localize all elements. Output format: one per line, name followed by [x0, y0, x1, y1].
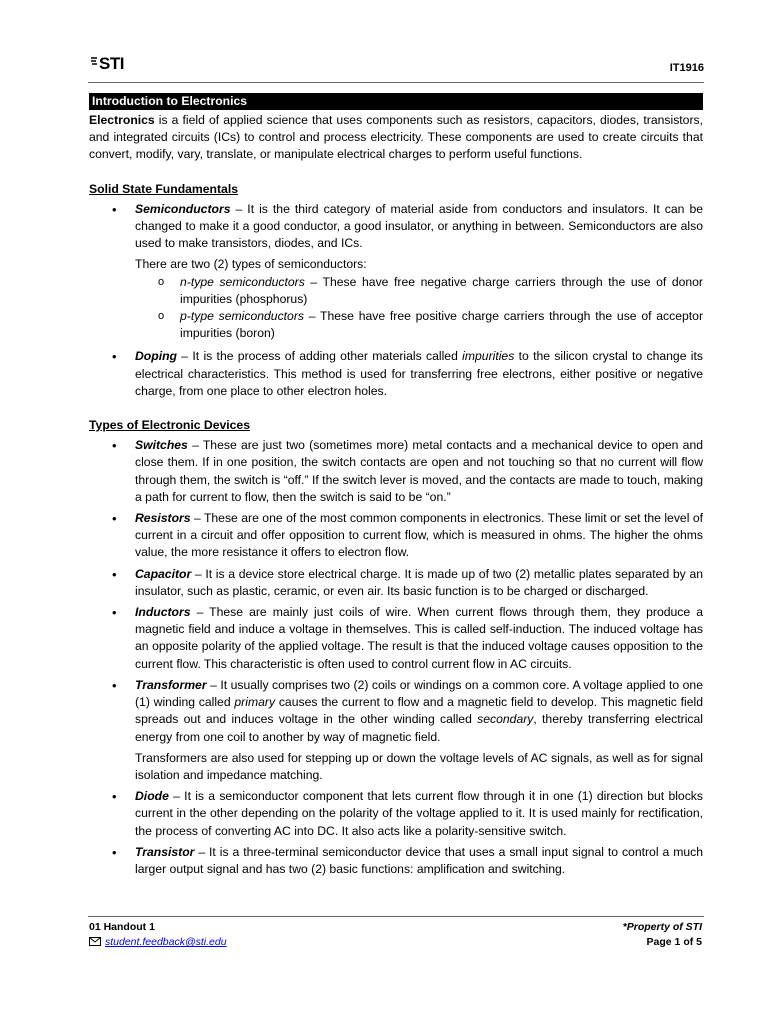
footer-right [623, 920, 702, 950]
term-p-type: p-type semiconductors [180, 309, 304, 324]
term-resistors: Resistors [135, 511, 191, 526]
footer-left [89, 920, 227, 950]
term-transformer: Transformer [135, 677, 207, 692]
intro-text: is a field of applied science that uses components such as resistors, capacitors, diodes, transistors, and integrated circuits (ICs) to control and process electricity. These components are used to create circuits that convert, modify, vary, translate, or manipulate electrical charges to perform useful functions. [89, 113, 703, 162]
list-item-transistor [135, 844, 703, 878]
text-transformer-primary: primary [234, 695, 276, 710]
term-switches: Switches [135, 438, 188, 453]
document-body [89, 93, 703, 882]
text-inductors: – These are mainly just coils of wire. When current flows through them, they produce a magnetic field and induce a voltage in themselves. This is called self-induction. The induced voltage has an opposite polarity of the applied voltage. The result is that the induced voltage causes opposition to the current flow. This characteristic is often used to control current flow in AC circuits. [135, 605, 703, 671]
intro-paragraph [89, 112, 703, 164]
text-p-type: – These have free positive charge carriers through the use of acceptor impurities (boron) [180, 309, 703, 341]
list-item-doping [135, 348, 703, 400]
list-item-resistors [135, 510, 703, 562]
text-capacitor: – It is a device store electrical charge. It is made up of two (2) metallic plates separated by an insulator, such as plastic, ceramic, or even air. Its basic function is to be charged or discharged. [135, 566, 703, 598]
feedback-email-link[interactable]: student.feedback@sti.edu [105, 936, 227, 948]
logo-text: STI [99, 54, 124, 73]
semiconductor-types-intro: There are two (2) types of semiconductors: [135, 257, 367, 272]
term-capacitor: Capacitor [135, 566, 192, 581]
text-n-type: – These have free negative charge carriers through the use of donor impurities (phosphorus) [180, 274, 703, 306]
list-item-n-type [180, 274, 703, 308]
semiconductor-types-list [135, 274, 703, 343]
term-semiconductors: Semiconductors [135, 201, 231, 216]
list-item-capacitor [135, 566, 703, 600]
devices-list [89, 437, 703, 878]
term-diode: Diode [135, 789, 169, 804]
list-item-inductors [135, 604, 703, 673]
transformer-paragraph-2: Transformers are also used for stepping up or down the voltage levels of AC signals, as well as for signal isolation and impedance matching. [135, 750, 703, 782]
heading-solid-state: Solid State Fundamentals [89, 181, 238, 196]
term-inductors: Inductors [135, 605, 191, 620]
text-transformer-secondary: secondary [477, 712, 534, 727]
property-label: *Property of STI [622, 921, 702, 933]
intro-term: Electronics [89, 113, 155, 127]
page-number: Page 1 of 5 [646, 936, 702, 948]
solid-state-list [89, 201, 703, 400]
page-header [88, 48, 704, 82]
term-transistor: Transistor [135, 844, 195, 859]
text-diode: – It is a semiconductor component that lets current flow through it in one (1) direction but blocks current in the other depending on the polarity of the voltage applied to it. It is used mainly for rectification, the process of converting AC into DC. It also acts like a polarity-sensitive switch. [135, 789, 703, 838]
text-transformer-a: – It usually comprises two (2) coils or windings on a common core. A voltage applied to one (1) winding called [135, 677, 703, 710]
sti-logo [90, 54, 124, 74]
text-resistors: – These are one of the most common components in electronics. These limit or set the level of current in a circuit and offer opposition to current flow, which is measured in ohms. The higher the ohms value, the more resistance it offers to electron flow. [135, 511, 703, 560]
heading-devices: Types of Electronic Devices [89, 418, 250, 433]
footer-divider [88, 916, 704, 917]
list-item-p-type [180, 308, 703, 342]
list-item-switches [135, 437, 703, 506]
feedback-line [89, 935, 227, 950]
text-transformer-b: causes the current to flow and a magnetic field to develop. This magnetic field spreads out and induces voltage in the other winding called [135, 695, 703, 727]
text-doping-em: impurities [462, 349, 515, 364]
sti-logo-icon [90, 56, 98, 72]
document-code: IT1916 [669, 62, 704, 74]
term-doping: Doping [135, 349, 177, 364]
list-item-semiconductors [135, 201, 703, 343]
text-semiconductors: – It is the third category of material aside from conductors and insulators. It can be changed to make it a good conductor, a good insulator, or anything in between. Semiconductors are also used to make transistors, diodes, and ICs. [135, 201, 703, 251]
header-divider [88, 82, 704, 83]
text-transistor: – It is a three-terminal semiconductor device that uses a small input signal to control a much larger output signal and has two (2) basic functions: amplification and switching. [135, 844, 703, 876]
text-doping-a: – It is the process of adding other materials called [176, 349, 463, 364]
text-doping-b: to the silicon crystal to change its electrical characteristics. This method is used for transferring free electrons, either positive or negative charge, from one place to other electron holes. [135, 349, 703, 398]
text-transformer-c: , thereby transferring electrical energy from one coil to another by way of magnetic field. [135, 712, 703, 744]
term-n-type: n-type semiconductors [180, 274, 305, 289]
list-item-diode [135, 788, 703, 840]
handout-label: 01 Handout 1 [89, 921, 155, 933]
text-switches: – These are just two (sometimes more) metal contacts and a mechanical device to open and close them. If in one position, the switch contacts are open and not touching so that no current will flow through them, the switch is “off.” If the switch lever is moved, and the contacts are made to touch, making a path for current to flow, then the switch is said to be “on.” [135, 438, 703, 504]
list-item-transformer [135, 677, 703, 784]
section-title-bar: Introduction to Electronics [89, 93, 703, 110]
envelope-icon [89, 937, 101, 946]
